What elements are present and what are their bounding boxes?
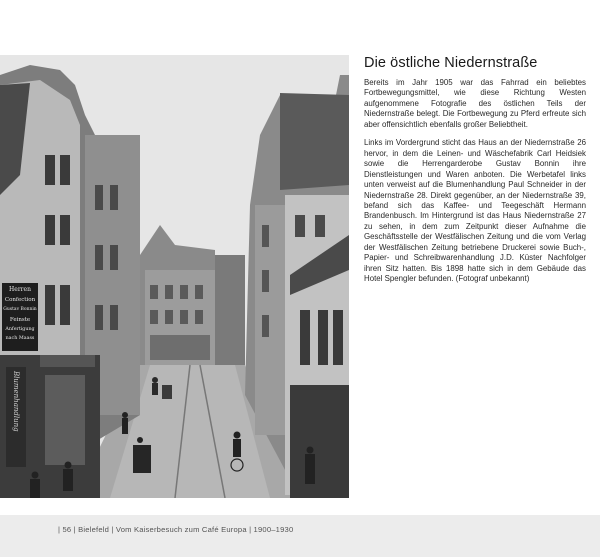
vertical-sign-text: Blumenhandlung <box>12 371 20 432</box>
shop-sign <box>2 283 38 351</box>
vertical-shop-sign <box>6 367 26 467</box>
sign-line: nach Maass <box>5 336 35 341</box>
sign-line: Herren <box>9 286 31 293</box>
sign-line: Confection <box>4 297 36 303</box>
page-footer <box>0 515 600 557</box>
sign-line: Gustav Bonnin <box>3 307 37 312</box>
sign-line: Anfertigung <box>5 327 35 332</box>
photo-illustration <box>0 55 349 498</box>
article <box>364 55 586 293</box>
footer-text: | 56 | Bielefeld | Vom Kaiserbesuch zum Café Europa | 1900–1930 <box>58 525 294 534</box>
sign-line: Feinste <box>9 317 31 323</box>
article-paragraph: Bereits im Jahr 1905 war das Fahrrad ein beliebtes Fortbewegungsmittel, wie diese Richtung Westen aufgenommene Fotografie des östlichen Teils der Niedernstraße belegt. Die Fortbewegung zu Pferd erfreute sich aber offensichtlich ebenfalls großer Beliebtheit. <box>364 78 586 129</box>
article-paragraph: Links im Vordergrund sticht das Haus an der Niedernstraße 26 hervor, in dem die Leinen- und Wäschefabrik Carl Heidsiek sowie die Herrengarderobe Gustav Bonnin ihre Dienstleistungen und Waren anboten. Die Werbetafel links unten verweist auf die Blumenhandlung Paul Schneider in der Niedernstraße 28. Direkt gegenüber, an der Niedernstraße 39, befand sich das Kaffee- und Teegeschäft Hermann Brandenbusch. Im Hintergrund ist das Haus Niedernstraße 27 zu sehen, in dem zum Zeitpunkt dieser Aufnahme die Geschäftsstelle der Westfälischen Zeitung und die vom Verlag der Westfälischen Zeitung betriebene Druckerei sowie Buch-, Papier- und Schreibwarenhandlung J.D. Küster Nachfolger ihren Sitz hatten. Bis 1898 hatte sich in dem Gebäude das Hotel Spengler befunden. (Fotograf unbekannt) <box>364 138 586 284</box>
article-title: Die östliche Niedernstraße <box>364 55 538 71</box>
historic-street-photo <box>0 55 349 498</box>
